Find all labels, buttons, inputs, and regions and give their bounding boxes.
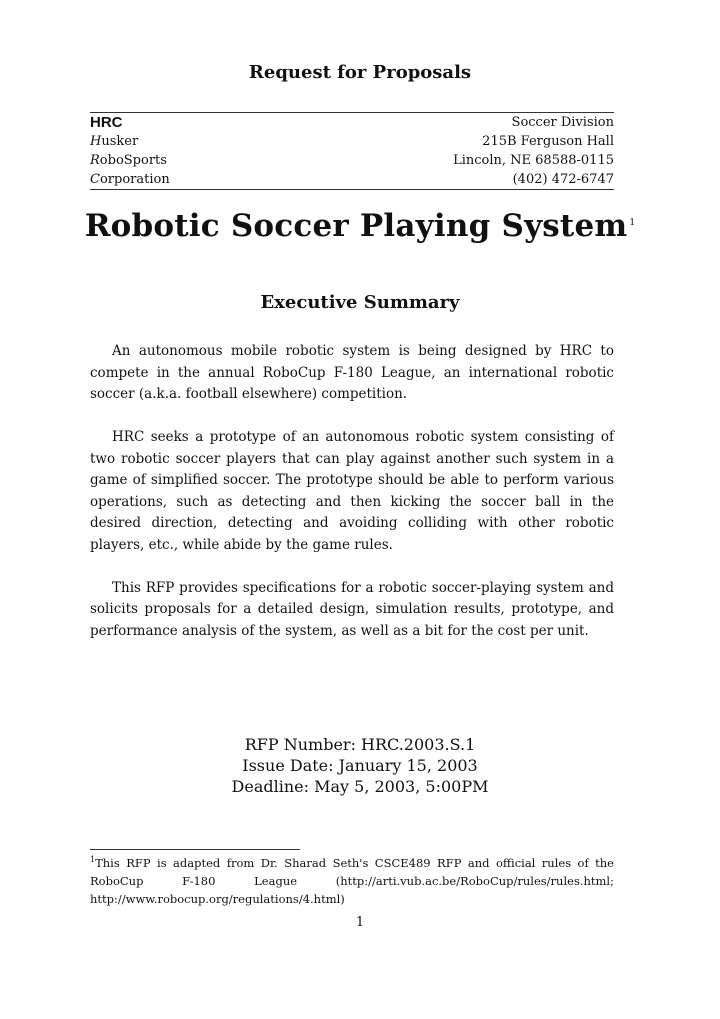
letterhead-row: [90, 151, 614, 170]
org-initial: H: [90, 134, 102, 149]
org-name-line: [90, 151, 167, 170]
footnote: [90, 851, 614, 908]
letterhead-row: [90, 113, 614, 132]
org-name-rest: usker: [101, 134, 139, 149]
address-building: 215B Ferguson Hall: [482, 134, 614, 149]
letterhead: [90, 112, 614, 190]
letterhead-row: [90, 132, 614, 151]
rfp-number: RFP Number: HRC.2003.S.1: [244, 735, 476, 754]
document-title: [0, 208, 720, 244]
summary-paragraph: This RFP provides specifications for a robotic soccer-playing system and solicits proposals for a detailed design, simulation results, prototype, and performance analysis of the system, as well as a bit for the cost per unit.: [90, 579, 614, 639]
org-initial: R: [90, 153, 100, 168]
deadline: Deadline: May 5, 2003, 5:00PM: [231, 777, 489, 796]
document-title-text: Robotic Soccer Playing System: [84, 208, 628, 244]
org-initial: C: [90, 172, 100, 187]
executive-summary: [90, 341, 614, 664]
org-name-rest: orporation: [99, 172, 170, 187]
footnote-divider: [90, 849, 300, 850]
summary-paragraph: HRC seeks a prototype of an autonomous robotic system consisting of two robotic soccer players that can play against another such system in a game of simplified soccer. The prototype should be able to perform various operations, such as detecting and then kicking the soccer ball in the desired direction, detecting and avoiding colliding with other robotic players, etc., while abide by the game rules.: [90, 429, 614, 553]
document-header-title: Request for Proposals: [248, 62, 472, 83]
address-division: Soccer Division: [511, 115, 614, 130]
address-city: Lincoln, NE 68588-0115: [453, 153, 614, 168]
org-acronym: HRC: [90, 114, 123, 131]
page-number: 1: [355, 915, 365, 930]
title-footnote-mark: 1: [629, 217, 636, 228]
letterhead-row: [90, 170, 614, 189]
summary-paragraph: An autonomous mobile robotic system is being designed by HRC to compete in the annual RoboCup F-180 League, an international robotic soccer (a.k.a. football elsewhere) competition.: [90, 343, 614, 402]
issue-date: Issue Date: January 15, 2003: [242, 756, 478, 775]
rfp-info: [0, 734, 720, 797]
org-name-line: [90, 170, 170, 189]
org-name-line: [90, 132, 138, 151]
address-phone: (402) 472-6747: [512, 172, 614, 187]
footnote-mark: 1: [90, 855, 96, 864]
footnote-text: This RFP is adapted from Dr. Sharad Seth's CSCE489 RFP and official rules of the RoboCup F-180 League (http://arti.vub.ac.be/RoboCup/rules/rules.html; http://www.robocup.org/regulations/4.html): [90, 855, 614, 906]
section-heading: Executive Summary: [260, 292, 460, 313]
org-name-rest: oboSports: [99, 153, 167, 168]
